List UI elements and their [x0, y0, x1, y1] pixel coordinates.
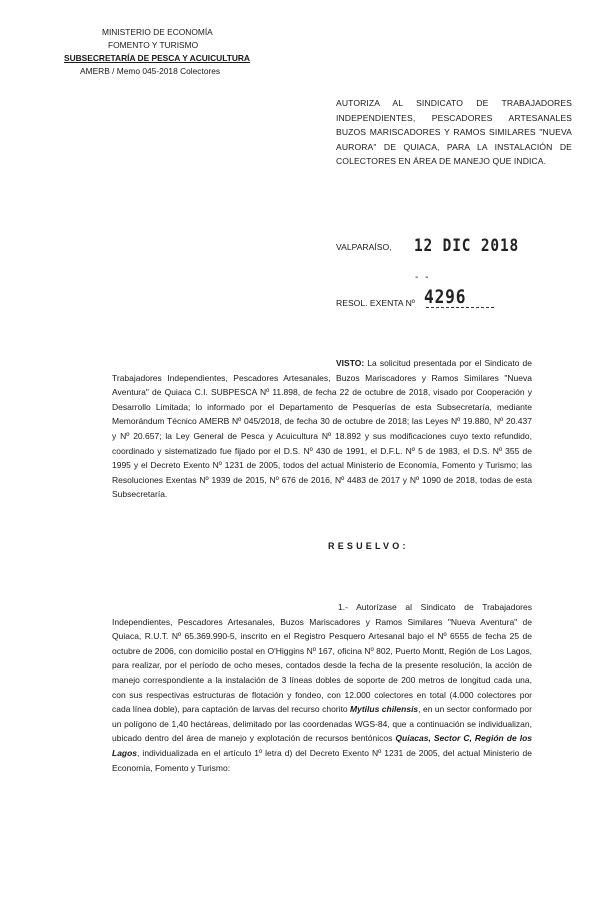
date-stamp: 12 DIC 2018	[414, 236, 520, 256]
resolution-number-line	[336, 286, 576, 310]
item1-text-c: , individualizada en el artículo 1º letra d) del Decreto Exento Nº 1231 de 2005, del actual Ministerio de Economía, Fomento y Turismo:	[112, 747, 532, 773]
ministry-name: MINISTERIO DE ECONOMÍA	[102, 27, 213, 37]
resolution-number: 4296	[424, 286, 467, 308]
item1-text-a: 1.- Autorízase al Sindicato de Trabajadores Independientes, Pescadores Artesanales, Buzos Mariscadores y Ramos Similares "Nueva Aventura" de Quiaca, R.U.T. Nº 65.369.990-5, inscrito en el Registro Pesquero Artesanal bajo el Nº 6555 de fecha 25 de octubre de 2006, con domicilio postal en O'Higgins Nº 167, oficina Nº 802, Puerto Montt, Región de Los Lagos, para realizar, por el período de ocho meses, contados desde la fecha de la presente resolución, la acción de manejo correspondiente a la instalación de 3 líneas dobles de soporte de 200 metros de longitud cada una, con sus respectivas estructuras de flotación y fondeo, con 12.000 colectores en total (4.000 colectores por cada línea doble), para captación de larvas del recurso chorito	[112, 602, 532, 715]
resuelvo-heading: RESUELVO:	[328, 541, 409, 551]
ministry-subtitle: FOMENTO Y TURISMO	[108, 40, 199, 50]
resolution-title: AUTORIZA AL SINDICATO DE TRABAJADORES INDEPENDIENTES, PESCADORES ARTESANALES BUZOS MARISCADORES Y RAMOS SIMILARES "NUEVA AURORA" DE QUIACA, PARA LA INSTALACIÓN DE COLECTORES EN ÁREA DE MANEJO QUE INDICA.	[336, 98, 572, 167]
visto-text: La solicitud presentada por el Sindicato de Trabajadores Independientes, Pescadores Artesanales, Buzos Mariscadores y Ramos Similares "Nueva Aventura" de Quiaca C.I. SUBPESCA Nº 11.898, de fecha 22 de octubre de 2018, visado por Cooperación y Desarrollo Limitada; lo informado por el Departamento de Pesquerías de esta Subsecretaría, mediante Memorándum Técnico AMERB Nº 045/2018, de fecha 30 de octubre de 2018; las Leyes Nº 19.880, Nº 20.437 y Nº 20.657; la Ley General de Pesca y Acuicultura Nº 18.892 y sus modificaciones cuyo texto refundido, coordinado y sistematizado fue fijado por el D.S. Nº 430 de 1991, el D.F.L. Nº 5 de 1983, el D.S. Nº 355 de 1995 y el Decreto Exento Nº 1231 de 2005, todos del actual Ministerio de Economía, Fomento y Turismo; las Resoluciones Exentas Nº 1939 de 2015, Nº 676 de 2016, Nº 4483 de 2017 y Nº 1090 de 2018, todas de esta Subsecretaría.	[112, 358, 532, 500]
item1-text-b: , en un sector conformado por un polígono de 1,40 hectáreas, delimitado por las coordenadas WGS-84, que a continuación se individualizan, ubicado dentro del área de manejo y explotación de recursos bentónicos	[112, 704, 532, 744]
visto-lead: VISTO:	[336, 358, 365, 368]
resolution-item-1	[112, 600, 532, 775]
resolution-label: RESOL. EXENTA Nº	[336, 298, 415, 308]
visto-paragraph	[112, 356, 532, 502]
subsecretaria-name: SUBSECRETARÍA DE PESCA Y ACUICULTURA	[64, 53, 250, 63]
place-label: VALPARAÍSO,	[336, 242, 392, 252]
reference-line: AMERB / Memo 045-2018 Colectores	[80, 66, 221, 76]
place-date-line	[336, 236, 556, 258]
species-name: Mytilus chilensis	[350, 704, 419, 715]
area-name: Quiacas, Sector C, Región de los Lagos	[112, 733, 532, 758]
letterhead	[62, 26, 262, 78]
stamp-dashes: - -	[415, 272, 431, 283]
